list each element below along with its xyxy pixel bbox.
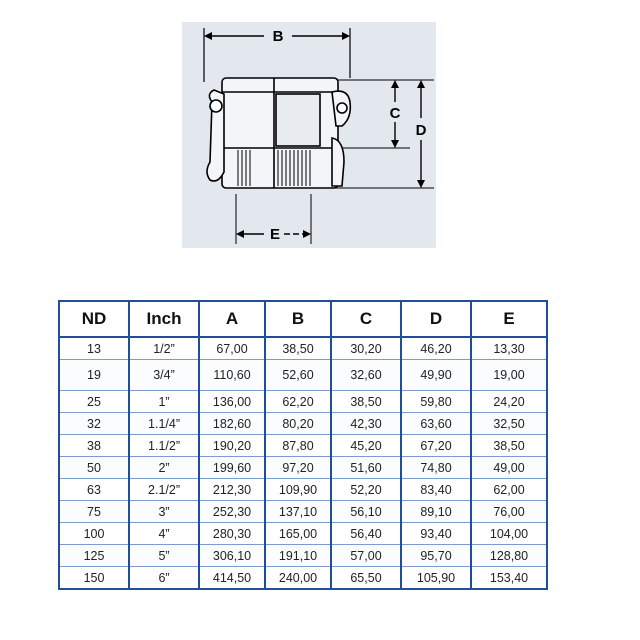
cell-c: 45,20 <box>331 435 401 457</box>
cell-e: 62,00 <box>471 479 547 501</box>
column-header-b: B <box>265 301 331 337</box>
cell-a: 67,00 <box>199 337 265 360</box>
cell-c: 56,40 <box>331 523 401 545</box>
cell-inch: 2.1/2” <box>129 479 199 501</box>
cell-nd: 63 <box>59 479 129 501</box>
cell-inch: 3” <box>129 501 199 523</box>
cell-nd: 25 <box>59 391 129 413</box>
cell-nd: 50 <box>59 457 129 479</box>
dimension-label-b: B <box>272 28 284 45</box>
cell-d: 74,80 <box>401 457 471 479</box>
cell-d: 67,20 <box>401 435 471 457</box>
table-header-row <box>59 301 547 337</box>
cell-a: 136,00 <box>199 391 265 413</box>
cell-b: 87,80 <box>265 435 331 457</box>
table-row <box>59 337 547 360</box>
cell-b: 38,50 <box>265 337 331 360</box>
cell-b: 97,20 <box>265 457 331 479</box>
cell-b: 109,90 <box>265 479 331 501</box>
cell-d: 59,80 <box>401 391 471 413</box>
cell-e: 128,80 <box>471 545 547 567</box>
cell-e: 153,40 <box>471 567 547 590</box>
cell-e: 49,00 <box>471 457 547 479</box>
cell-d: 93,40 <box>401 523 471 545</box>
cell-d: 105,90 <box>401 567 471 590</box>
table-row <box>59 501 547 523</box>
coupling-outline <box>207 78 350 188</box>
cell-c: 32,60 <box>331 360 401 391</box>
table-row <box>59 523 547 545</box>
coupling-dimension-diagram <box>182 22 436 248</box>
table-row <box>59 479 547 501</box>
cell-inch: 1.1/4” <box>129 413 199 435</box>
table-row <box>59 360 547 391</box>
cell-c: 65,50 <box>331 567 401 590</box>
cell-c: 42,30 <box>331 413 401 435</box>
cell-c: 56,10 <box>331 501 401 523</box>
cell-d: 89,10 <box>401 501 471 523</box>
cell-inch: 3/4” <box>129 360 199 391</box>
b-arrow-left-icon <box>204 32 212 40</box>
cell-a: 252,30 <box>199 501 265 523</box>
coupling-drawing <box>182 22 436 248</box>
d-arrow-up-icon <box>417 80 425 88</box>
cell-e: 19,00 <box>471 360 547 391</box>
cell-a: 280,30 <box>199 523 265 545</box>
cell-nd: 125 <box>59 545 129 567</box>
table-row <box>59 391 547 413</box>
cell-b: 165,00 <box>265 523 331 545</box>
cell-b: 52,60 <box>265 360 331 391</box>
cell-inch: 1.1/2” <box>129 435 199 457</box>
cell-d: 49,90 <box>401 360 471 391</box>
cell-nd: 19 <box>59 360 129 391</box>
cell-a: 110,60 <box>199 360 265 391</box>
dimension-label-c: C <box>389 105 401 122</box>
cell-c: 30,20 <box>331 337 401 360</box>
column-header-nd: ND <box>59 301 129 337</box>
e-arrow-right-icon <box>303 230 311 238</box>
cell-inch: 5” <box>129 545 199 567</box>
cell-nd: 13 <box>59 337 129 360</box>
cell-d: 63,60 <box>401 413 471 435</box>
table-row <box>59 413 547 435</box>
table-row <box>59 435 547 457</box>
dimension-label-e: E <box>269 226 281 243</box>
cell-e: 13,30 <box>471 337 547 360</box>
cell-nd: 75 <box>59 501 129 523</box>
c-arrow-up-icon <box>391 80 399 88</box>
d-arrow-down-icon <box>417 180 425 188</box>
cell-inch: 4” <box>129 523 199 545</box>
cell-inch: 2” <box>129 457 199 479</box>
cell-d: 83,40 <box>401 479 471 501</box>
cell-a: 306,10 <box>199 545 265 567</box>
dimension-label-d: D <box>415 122 427 139</box>
column-header-d: D <box>401 301 471 337</box>
cell-e: 76,00 <box>471 501 547 523</box>
cell-b: 137,10 <box>265 501 331 523</box>
table-row <box>59 567 547 590</box>
dimension-table <box>58 300 548 590</box>
cell-inch: 6” <box>129 567 199 590</box>
cell-nd: 38 <box>59 435 129 457</box>
cell-b: 80,20 <box>265 413 331 435</box>
column-header-a: A <box>199 301 265 337</box>
cell-b: 62,20 <box>265 391 331 413</box>
c-arrow-down-icon <box>391 140 399 148</box>
cell-a: 212,30 <box>199 479 265 501</box>
column-header-e: E <box>471 301 547 337</box>
cell-a: 182,60 <box>199 413 265 435</box>
cell-d: 95,70 <box>401 545 471 567</box>
column-header-c: C <box>331 301 401 337</box>
table-row <box>59 545 547 567</box>
cell-e: 104,00 <box>471 523 547 545</box>
cell-b: 240,00 <box>265 567 331 590</box>
cell-a: 199,60 <box>199 457 265 479</box>
cell-d: 46,20 <box>401 337 471 360</box>
cell-a: 414,50 <box>199 567 265 590</box>
cell-nd: 150 <box>59 567 129 590</box>
cell-b: 191,10 <box>265 545 331 567</box>
cell-c: 51,60 <box>331 457 401 479</box>
cell-c: 57,00 <box>331 545 401 567</box>
table-row <box>59 457 547 479</box>
b-arrow-right-icon <box>342 32 350 40</box>
cell-e: 24,20 <box>471 391 547 413</box>
cell-e: 32,50 <box>471 413 547 435</box>
cell-inch: 1” <box>129 391 199 413</box>
cell-e: 38,50 <box>471 435 547 457</box>
cell-inch: 1/2” <box>129 337 199 360</box>
cell-nd: 32 <box>59 413 129 435</box>
column-header-inch: Inch <box>129 301 199 337</box>
cell-c: 38,50 <box>331 391 401 413</box>
cell-nd: 100 <box>59 523 129 545</box>
cell-c: 52,20 <box>331 479 401 501</box>
e-arrow-left-icon <box>236 230 244 238</box>
cell-a: 190,20 <box>199 435 265 457</box>
